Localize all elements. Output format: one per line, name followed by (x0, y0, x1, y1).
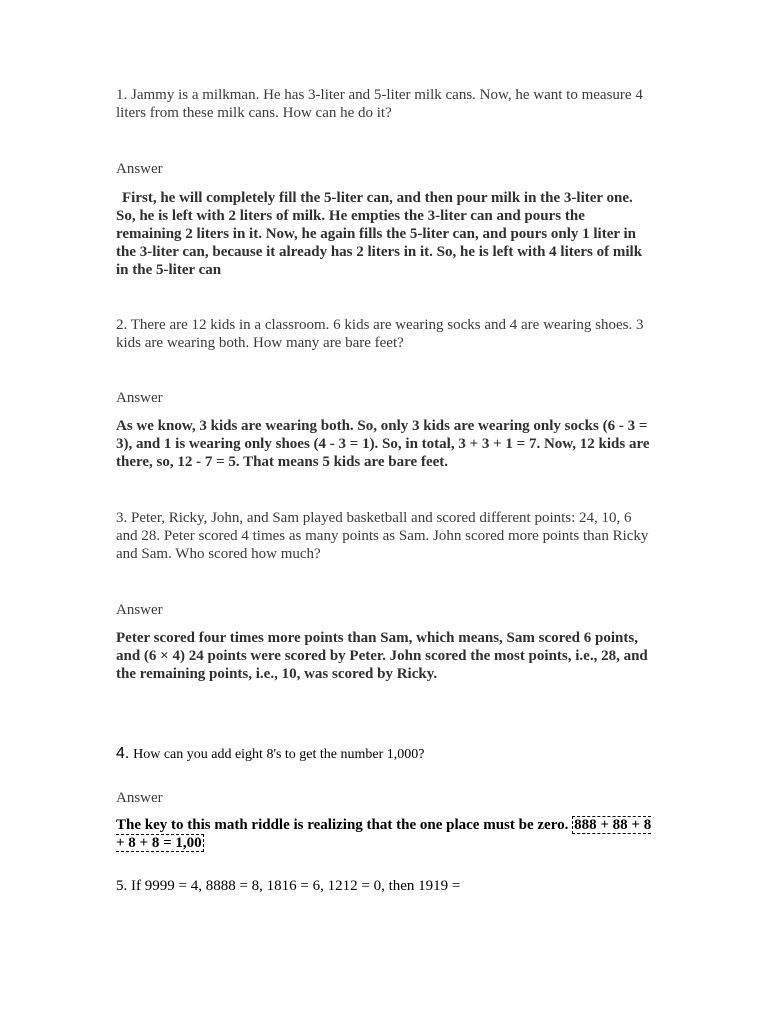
answer-4-highlight: 888 + 88 + 8 + 8 + 8 = 1,00 (116, 817, 652, 851)
answer-2: As we know, 3 kids are wearing both. So, only 3 kids are wearing only socks (6 - 3 = 3), and 1 is wearing only shoes (4 - 3 = 1). So, in total, 3 + 3 + 1 = 7. Now, 12 kids are there, so, 12 - 7 = 5. That means 5 kids are bare feet. (116, 418, 650, 470)
answer-4 (116, 816, 656, 852)
answer-label-4: Answer (116, 790, 163, 806)
question-5: 5. If 9999 = 4, 8888 = 8, 1816 = 6, 1212 = 0, then 1919 = (116, 878, 461, 894)
question-4 (116, 745, 654, 764)
answer-1: First, he will completely fill the 5-liter can, and then pour milk in the 3-liter one. So, he is left with 2 liters of milk. He empties the 3-liter can and pours the remaining 2 liters in it. Now, he again fills the 5-liter can, and pours only 1 liter in the 3-liter can, because it already has 2 liters in it. So, he is left with 4 liters of milk in the 5-liter can (116, 190, 643, 278)
answer-label-2: Answer (116, 390, 163, 406)
question-2: 2. There are 12 kids in a classroom. 6 kids are wearing socks and 4 are wearing shoes. 3 kids are wearing both. How many are bare feet? (116, 317, 644, 351)
answer-label-3: Answer (116, 602, 163, 618)
question-4-text: How can you add eight 8's to get the number 1,000? (133, 747, 425, 762)
answer-3: Peter scored four times more points than Sam, which means, Sam scored 6 points, and (6 × 4) 24 points were scored by Peter. John scored the most points, i.e., 28, and the remaining points, i.e., 10, was scored by Ricky. (116, 630, 648, 682)
answer-label-1: Answer (116, 161, 163, 177)
question-3: 3. Peter, Ricky, John, and Sam played basketball and scored different points: 24, 10, 6 and 28. Peter scored 4 times as many points as Sam. John scored more points than Ricky and Sam. Who scored how much? (116, 510, 649, 562)
question-1: 1. Jammy is a milkman. He has 3-liter and 5-liter milk cans. Now, he want to measure 4 liters from these milk cans. How can he do it? (116, 87, 643, 121)
answer-4-text: The key to this math riddle is realizing that the one place must be zero. (116, 817, 569, 833)
question-4-number: 4. (116, 745, 130, 762)
